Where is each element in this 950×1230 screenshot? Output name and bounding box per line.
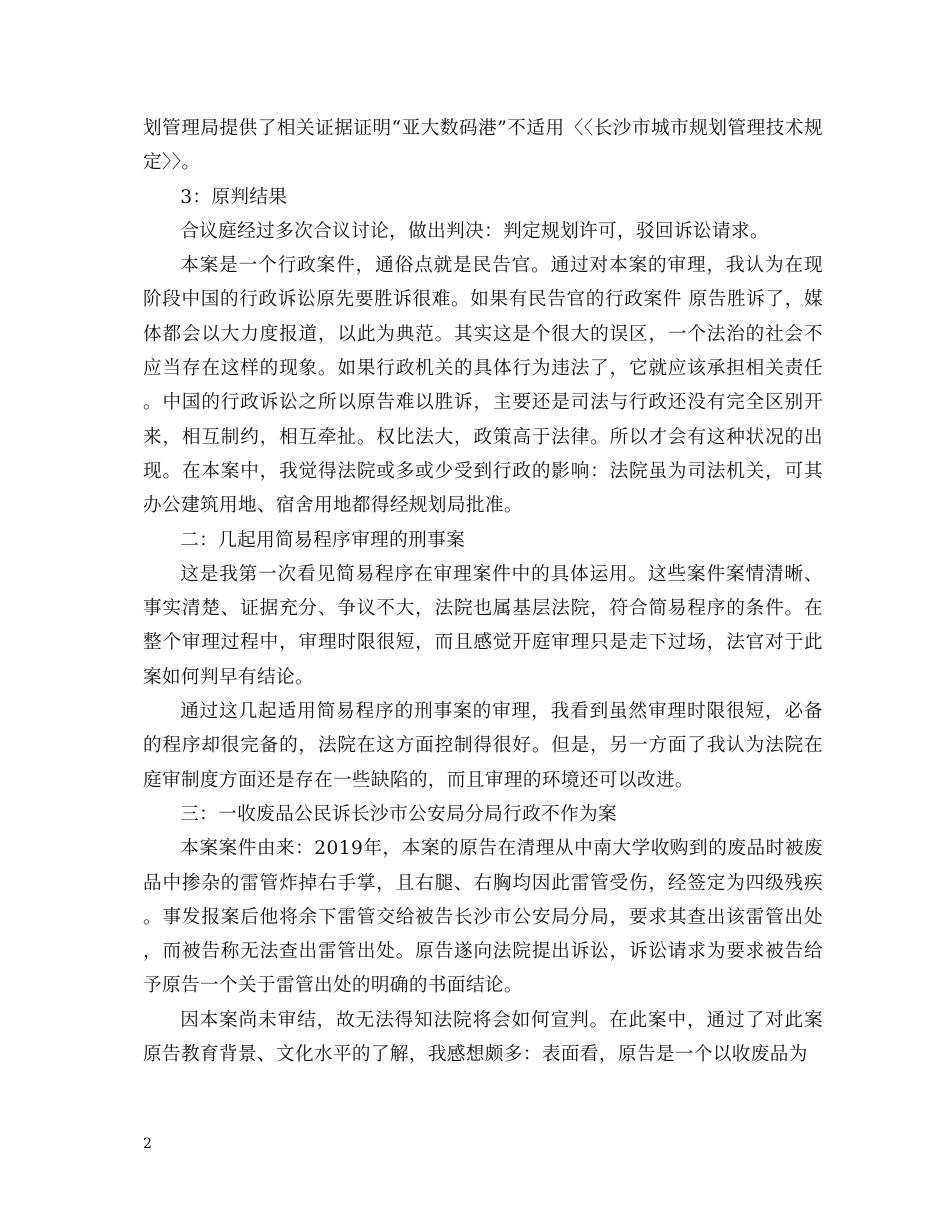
section-heading-original-judgment: 3：原判结果 (180, 186, 288, 208)
paragraph-summary-procedure: 这是我第一次看见简易程序在审理案件中的具体运用。这些案件案情清晰、事实清楚、证据充分、争议不大，法院也属基层法院，符合简易程序的条件。在整个审理过程中，审理时限很短，而且感觉开庭审理只是走下过场，法官对于此案如何判早有结论。 (143, 563, 823, 688)
paragraph-continuation: 划管理局提供了相关证据证明“亚大数码港”不适用〈〈长沙市城市规划管理技术规定〉〉。 (143, 118, 823, 174)
page-number: 2 (143, 1136, 152, 1152)
section-heading-summary-procedure: 二：几起用简易程序审理的刑事案 (180, 529, 466, 551)
paragraph-judgment: 合议庭经过多次合议讨论，做出判决：判定规划许可，驳回诉讼请求。 (180, 220, 769, 242)
section-heading-administrative-case: 三：一收废品公民诉长沙市公安局分局行政不作为案 (180, 803, 618, 825)
body-text (143, 112, 823, 1072)
paragraph-reflection: 因本案尚未审结，故无法得知法院将会如何宣判。在此案中，通过了对此案原告教育背景、文化水平的了解，我感想颇多：表面看，原告是一个以收废品为 (143, 1009, 823, 1066)
paragraph-analysis: 本案是一个行政案件，通俗点就是民告官。通过对本案的审理，我认为在现阶段中国的行政诉讼原先要胜诉很难。如果有民告官的行政案件 原告胜诉了，媒体都会以大力度报道，以此为典范。其实这是个很大的误区，一个法治的社会不应当存在这样的现象。如果行政机关的具体行为违法了，它就应该承担相关责任。中国的行政诉讼之所以原告难以胜诉，主要还是司法与行政还没有完全区别开来，相互制约，相互牵扯。权比法大，政策高于法律。所以才会有这种状况的出现。在本案中，我觉得法院或多或少受到行政的影响：法院虽为司法机关，可其办公建筑用地、宿舍用地都得经规划局批准。 (143, 255, 823, 517)
paragraph-case-origin: 本案案件由来：2019年，本案的原告在清理从中南大学收购到的废品时被废品中掺杂的雷管炸掉右手掌，且右腿、右胸均因此雷管受伤，经签定为四级残疾。事发报案后他将余下雷管交给被告长沙市公安局分局，要求其查出该雷管出处，而被告称无法查出雷管出处。原告遂向法院提出诉讼，诉讼请求为要求被告给予原告一个关于雷管出处的明确的书面结论。 (143, 838, 823, 997)
paragraph-summary-observation: 通过这几起适用简易程序的刑事案的审理，我看到虽然审理时限很短，必备的程序却很完备的，法院在这方面控制得很好。但是，另一方面了我认为法院在庭审制度方面还是存在一些缺陷的，而且审理的环境还可以改进。 (143, 701, 823, 791)
